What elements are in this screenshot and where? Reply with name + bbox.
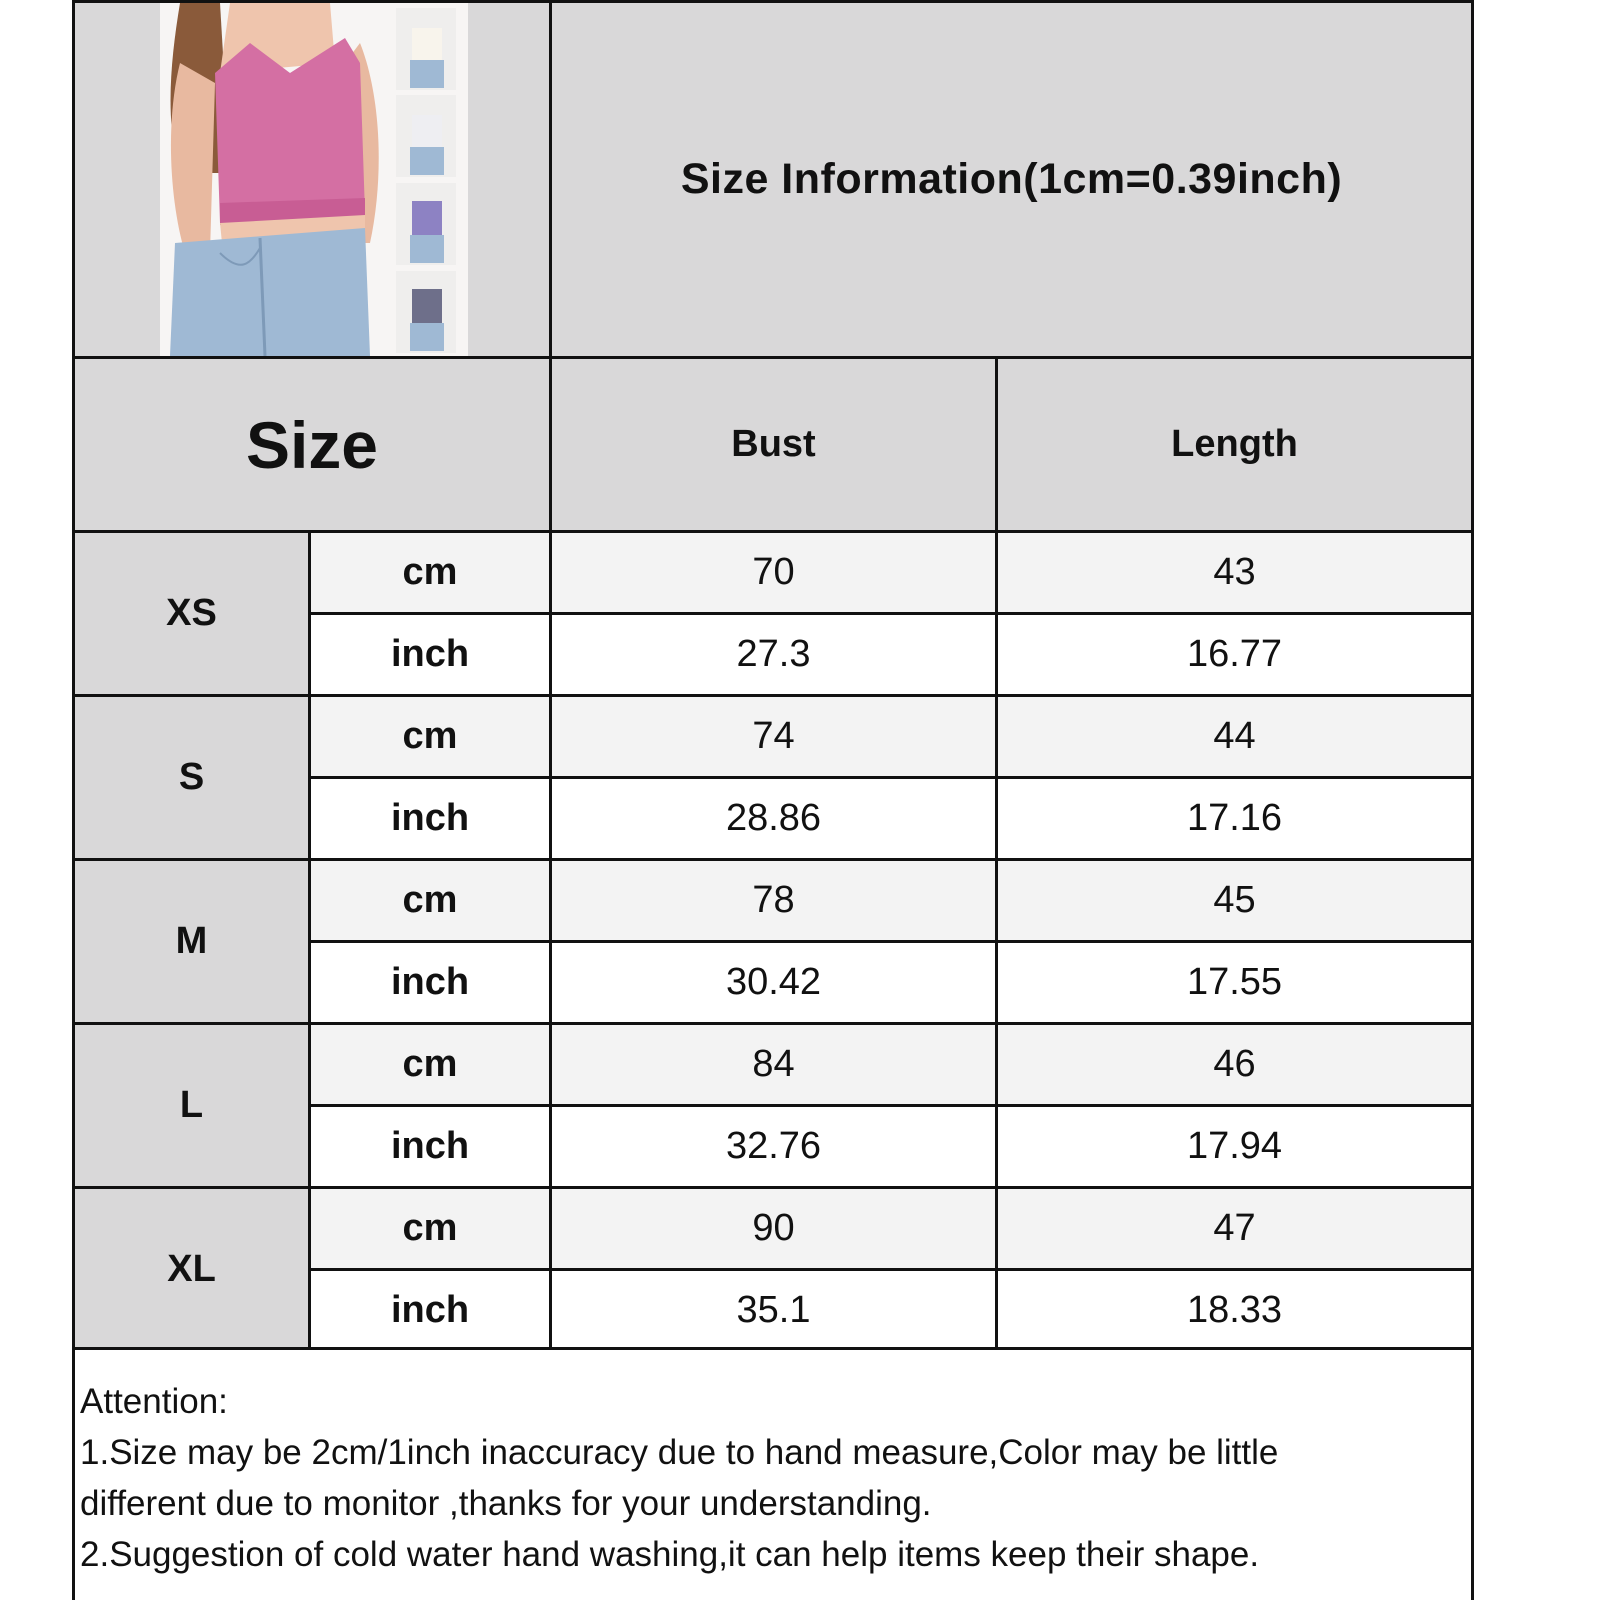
- bust-cm-cell-text: 70: [752, 551, 795, 593]
- divider: [995, 356, 998, 1350]
- length-inch-cell: [998, 615, 1471, 693]
- unit-inch-cell-text: inch: [390, 632, 470, 675]
- length-header-cell: [998, 359, 1471, 530]
- size-label-cell: [75, 1025, 308, 1186]
- length-inch-cell: [998, 1107, 1471, 1185]
- product-photo: [160, 3, 468, 356]
- length-inch-cell-text: 16.77: [1186, 632, 1283, 675]
- length-inch-cell: [998, 779, 1471, 857]
- unit-inch-cell-text: inch: [390, 1288, 470, 1331]
- unit-inch-cell: [311, 943, 549, 1021]
- length-cm-cell-text: 47: [1213, 1207, 1256, 1249]
- divider: [72, 0, 1474, 3]
- unit-cm-cell: [311, 533, 549, 612]
- length-header: Length: [1171, 423, 1298, 465]
- size-header: Size: [245, 407, 379, 482]
- divider: [308, 1104, 1474, 1107]
- unit-inch-cell: [311, 1271, 549, 1349]
- divider: [549, 0, 552, 533]
- length-cm-cell-text: 46: [1213, 1043, 1256, 1085]
- size-label-cell-text: XL: [167, 1248, 216, 1290]
- unit-cm-cell-text: cm: [402, 1043, 458, 1085]
- bust-cm-cell: [552, 533, 995, 612]
- divider: [308, 776, 1474, 779]
- divider: [72, 530, 1474, 533]
- bust-inch-cell-text: 35.1: [736, 1288, 811, 1331]
- bust-inch-cell: [552, 1107, 995, 1185]
- notes-line-1: 1.Size may be 2cm/1inch inaccuracy due to hand measure,Color may be little: [80, 1433, 1279, 1472]
- bust-cm-cell-text: 74: [752, 715, 795, 757]
- attention-notes: [80, 1376, 1460, 1580]
- unit-inch-cell: [311, 1107, 549, 1185]
- size-label-cell-text: S: [178, 756, 205, 798]
- length-cm-cell: [998, 533, 1471, 612]
- notes-heading: Attention:: [80, 1382, 228, 1421]
- divider: [308, 940, 1474, 943]
- bust-inch-cell-text: 32.76: [725, 1124, 822, 1167]
- divider: [72, 1022, 1474, 1025]
- bust-cm-cell: [552, 861, 995, 940]
- length-cm-cell: [998, 1189, 1471, 1268]
- unit-cm-cell: [311, 697, 549, 776]
- length-inch-cell: [998, 943, 1471, 1021]
- unit-cm-cell: [311, 861, 549, 940]
- unit-inch-cell-text: inch: [390, 960, 470, 1003]
- bust-cm-cell: [552, 697, 995, 776]
- unit-inch-cell-text: inch: [390, 796, 470, 839]
- bust-inch-cell: [552, 943, 995, 1021]
- length-inch-cell-text: 17.55: [1186, 960, 1283, 1003]
- size-header-cell: [75, 359, 549, 530]
- bust-inch-cell-text: 30.42: [725, 960, 822, 1003]
- divider: [72, 694, 1474, 697]
- divider: [72, 356, 1474, 359]
- length-inch-cell-text: 17.16: [1186, 796, 1283, 839]
- length-cm-cell: [998, 1025, 1471, 1104]
- length-cm-cell: [998, 861, 1471, 940]
- bust-inch-cell: [552, 779, 995, 857]
- size-label-cell: [75, 533, 308, 694]
- bust-inch-cell: [552, 615, 995, 693]
- unit-cm-cell: [311, 1189, 549, 1268]
- title-cell: [552, 3, 1471, 356]
- bust-cm-cell-text: 90: [752, 1207, 795, 1249]
- notes-line-3: 2.Suggestion of cold water hand washing,it can help items keep their shape.: [80, 1535, 1260, 1574]
- bust-cm-cell-text: 78: [752, 879, 795, 921]
- bust-inch-cell-text: 28.86: [725, 796, 822, 839]
- length-inch-cell-text: 17.94: [1186, 1124, 1283, 1167]
- bust-header-cell: [552, 359, 995, 530]
- divider: [308, 530, 311, 1350]
- divider: [72, 1186, 1474, 1189]
- size-label-cell: [75, 861, 308, 1022]
- length-cm-cell-text: 43: [1213, 551, 1256, 593]
- size-label-cell-text: M: [175, 920, 208, 962]
- unit-cm-cell-text: cm: [402, 1207, 458, 1249]
- unit-cm-cell: [311, 1025, 549, 1104]
- length-inch-cell-text: 18.33: [1186, 1288, 1283, 1331]
- bust-inch-cell-text: 27.3: [736, 632, 811, 675]
- unit-inch-cell-text: inch: [390, 1124, 470, 1167]
- length-cm-cell-text: 45: [1213, 879, 1256, 921]
- bust-cm-cell-text: 84: [752, 1043, 795, 1085]
- page-title: Size Information(1cm=0.39inch): [680, 155, 1343, 203]
- divider: [308, 612, 1474, 615]
- length-cm-cell-text: 44: [1213, 715, 1256, 757]
- length-cm-cell: [998, 697, 1471, 776]
- unit-cm-cell-text: cm: [402, 551, 458, 593]
- divider: [549, 530, 552, 1350]
- unit-inch-cell: [311, 779, 549, 857]
- notes-line-2: different due to monitor ,thanks for your understanding.: [80, 1484, 932, 1523]
- unit-cm-cell-text: cm: [402, 879, 458, 921]
- length-inch-cell: [998, 1271, 1471, 1349]
- size-label-cell: [75, 1189, 308, 1350]
- unit-cm-cell-text: cm: [402, 715, 458, 757]
- bust-inch-cell: [552, 1271, 995, 1349]
- unit-inch-cell: [311, 615, 549, 693]
- divider: [308, 1268, 1474, 1271]
- size-label-cell-text: L: [179, 1084, 204, 1126]
- size-label-cell-text: XS: [166, 592, 217, 634]
- divider: [72, 858, 1474, 861]
- bust-cm-cell: [552, 1189, 995, 1268]
- bust-header: Bust: [731, 423, 816, 465]
- bust-cm-cell: [552, 1025, 995, 1104]
- size-label-cell: [75, 697, 308, 858]
- divider: [72, 1347, 1474, 1350]
